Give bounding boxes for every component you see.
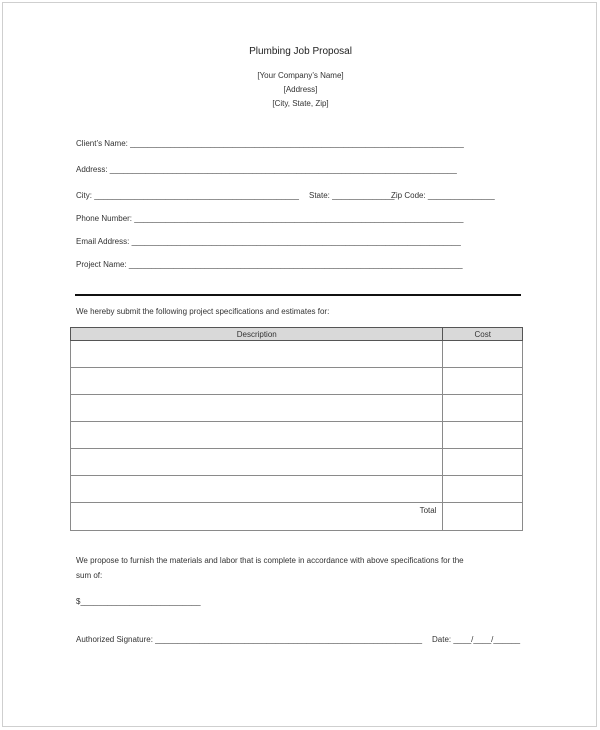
state-field[interactable]: State: ______________ bbox=[309, 191, 395, 200]
description-cell[interactable] bbox=[71, 395, 443, 422]
zip-field[interactable]: Zip Code: _______________ bbox=[391, 191, 495, 200]
document-title: Plumbing Job Proposal bbox=[249, 46, 352, 57]
client-name-field[interactable]: Client’s Name: ___________________________________________________________________________ bbox=[76, 139, 464, 148]
total-row bbox=[71, 503, 523, 531]
description-cell[interactable] bbox=[71, 449, 443, 476]
email-field[interactable]: Email Address: __________________________________________________________________________ bbox=[76, 237, 461, 246]
description-cell[interactable] bbox=[71, 341, 443, 368]
proposal-text-line2: sum of: bbox=[76, 571, 103, 580]
phone-field[interactable]: Phone Number: __________________________________________________________________________ bbox=[76, 214, 464, 223]
cost-cell[interactable] bbox=[443, 341, 523, 368]
cost-cell[interactable] bbox=[443, 449, 523, 476]
date-field[interactable]: Date: ____/____/______ bbox=[432, 635, 521, 644]
cost-header: Cost bbox=[443, 328, 523, 341]
table-header-row bbox=[71, 328, 523, 341]
table-row bbox=[71, 476, 523, 503]
total-cost-cell[interactable] bbox=[443, 503, 523, 531]
section-divider bbox=[75, 294, 521, 296]
cost-cell[interactable] bbox=[443, 422, 523, 449]
company-address-placeholder: [Address] bbox=[283, 85, 318, 94]
document-page bbox=[2, 2, 597, 727]
description-cell[interactable] bbox=[71, 422, 443, 449]
table-row bbox=[71, 395, 523, 422]
description-cell[interactable] bbox=[71, 476, 443, 503]
description-cell[interactable] bbox=[71, 368, 443, 395]
cost-cell[interactable] bbox=[443, 476, 523, 503]
table-row bbox=[71, 449, 523, 476]
specifications-table bbox=[70, 327, 523, 531]
table-row bbox=[71, 368, 523, 395]
cost-cell[interactable] bbox=[443, 395, 523, 422]
company-name-placeholder: [Your Company’s Name] bbox=[257, 71, 344, 80]
table-row bbox=[71, 341, 523, 368]
cost-cell[interactable] bbox=[443, 368, 523, 395]
project-name-field[interactable]: Project Name: ___________________________________________________________________________ bbox=[76, 260, 463, 269]
total-label: Total bbox=[71, 503, 443, 531]
city-field[interactable]: City: ______________________________________________ bbox=[76, 191, 299, 200]
proposal-text-line1: We propose to furnish the materials and labor that is complete in accordance with above specifications for the bbox=[76, 556, 464, 565]
specifications-intro: We hereby submit the following project specifications and estimates for: bbox=[76, 307, 330, 316]
address-field[interactable]: Address: ______________________________________________________________________________ bbox=[76, 165, 457, 174]
description-header: Description bbox=[71, 328, 443, 341]
table-row bbox=[71, 422, 523, 449]
company-city-placeholder: [City, State, Zip] bbox=[272, 99, 329, 108]
amount-field[interactable]: $___________________________ bbox=[76, 597, 201, 606]
signature-field[interactable]: Authorized Signature: ____________________________________________________________ bbox=[76, 635, 423, 644]
